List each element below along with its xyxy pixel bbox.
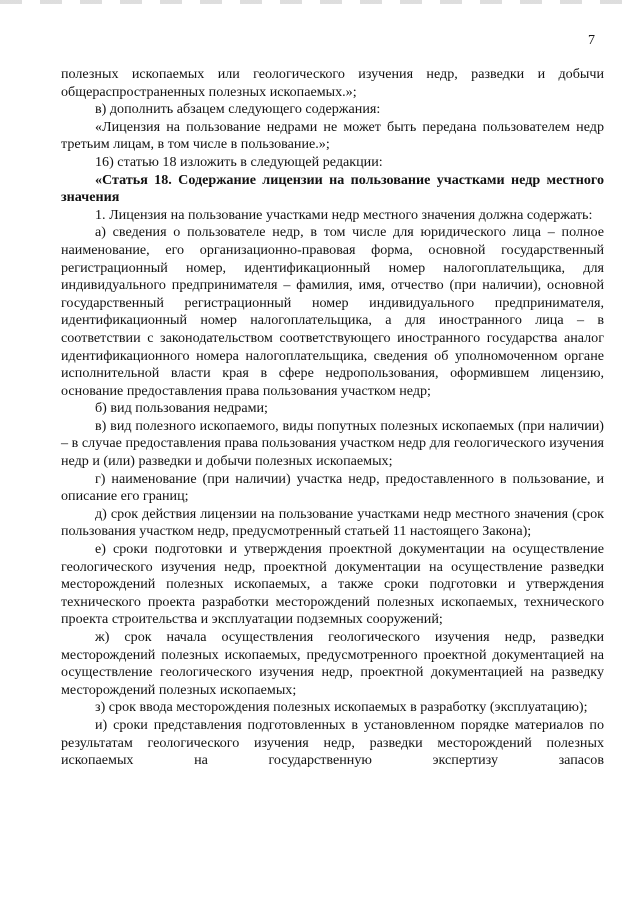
article-heading: «Статья 18. Содержание лицензии на пользование участками недр местного значения xyxy=(61,171,604,206)
paragraph: в) вид полезного ископаемого, виды попутных полезных ископаемых (при наличии) – в случае предоставления права пользования участком недр для геологического изучения недр и (или) разведки и добычи полезных ископаемых; xyxy=(61,417,604,470)
paragraph: и) сроки представления подготовленных в установленном порядке материалов по результатам геологического изучения недр, разведки месторождений полезных ископаемых на государственную экспертизу запасов xyxy=(61,716,604,769)
paragraph: 16) статью 18 изложить в следующей редакции: xyxy=(95,153,383,170)
paragraph: е) сроки подготовки и утверждения проектной документации на осуществление геологического изучения недр, проектной документации на осуществление разведки месторождений полезных ископаемых, а также сроки подготовки и утверждения технического проекта разработки месторождений полезных ископаемых, технического проекта строительства и эксплуатации подземных сооружений; xyxy=(61,541,604,628)
document-body xyxy=(61,66,604,770)
paragraph: 1. Лицензия на пользование участками недр местного значения должна содержать: xyxy=(95,206,593,223)
page-number: 7 xyxy=(588,33,595,48)
paragraph: б) вид пользования недрами; xyxy=(95,400,268,417)
scan-artifact xyxy=(0,0,640,4)
paragraph: в) дополнить абзацем следующего содержания: xyxy=(95,101,381,118)
paragraph: д) срок действия лицензии на пользование участками недр местного значения (срок пользования участком недр, предусмотренный статьей 11 настоящего Закона); xyxy=(61,505,604,540)
paragraph: г) наименование (при наличии) участка недр, предоставленного в пользование, и описание его границ; xyxy=(61,470,604,505)
paragraph: ж) срок начала осуществления геологического изучения недр, разведки месторождений полезных ископаемых, предусмотренного проектной документацией на осуществление геологического изучения недр, проектной документацией на разведку месторождений полезных ископаемых; xyxy=(61,629,604,698)
paragraph: «Лицензия на пользование недрами не может быть передана пользователем недр третьим лицам, в том числе в пользование.»; xyxy=(61,118,604,153)
paragraph: з) срок ввода месторождения полезных ископаемых в разработку (эксплуатацию); xyxy=(95,699,588,716)
paragraph: а) сведения о пользователе недр, в том числе для юридического лица – полное наименование, его организационно-правовая форма, основной государственный регистрационный номер, идентификационный номер налогоплательщика, для индивидуального предпринимателя – фамилия, имя, отчество (при наличии), основной государственный регистрационный номер индивидуального предпринимателя, идентификационный номер налогоплательщика, а для иностранного лица – в соответствии с законодательством соответствующего иностранного государства аналог идентификационного номера налогоплательщика, сведения об уполномоченном органе исполнительной власти края в сфере недропользования, оформившем лицензию, основание предоставления права пользования участком недр; xyxy=(61,224,604,399)
paragraph: полезных ископаемых или геологического изучения недр, разведки и добычи общераспространенных полезных ископаемых.»; xyxy=(61,66,604,100)
